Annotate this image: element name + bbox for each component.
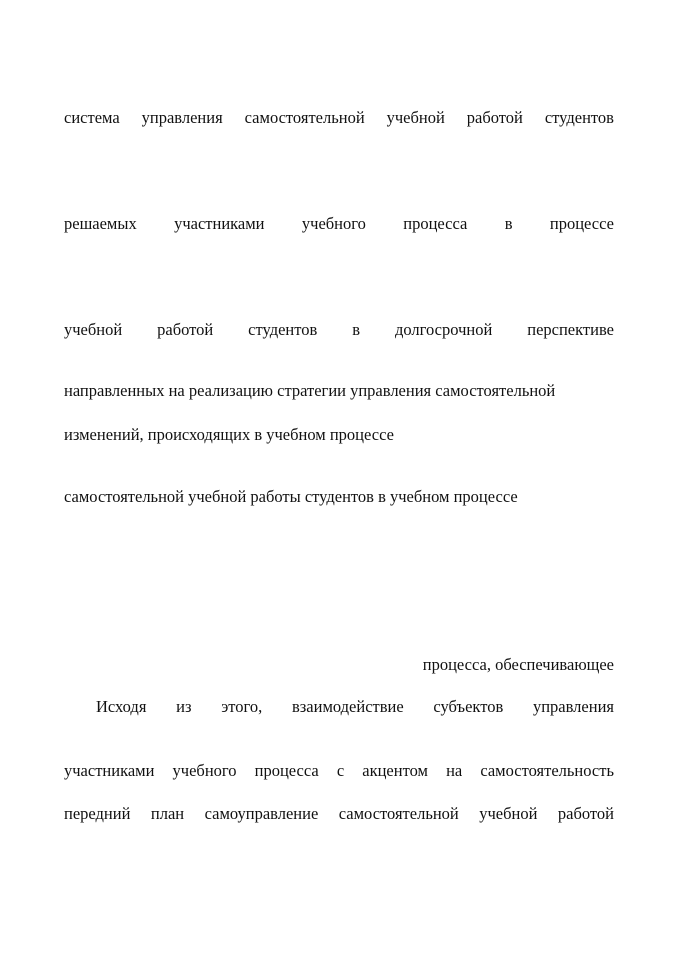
word: в [504,214,513,233]
word: работой [557,804,614,823]
word: учебного [301,214,366,233]
word: взаимодействие [291,697,404,716]
text-line [64,804,614,824]
text-line: процесса, обеспечивающее [422,655,614,674]
word: участниками [64,761,155,780]
word: система [64,108,120,127]
word: перспективе [527,320,614,339]
word: учебной [64,320,123,339]
word: процессе [549,214,614,233]
word: на [446,761,463,780]
word: студентов [248,320,318,339]
word: процесса [403,214,468,233]
word: самостоятельной [244,108,365,127]
word: передний [64,804,131,823]
word: учебного [172,761,237,780]
word: самоуправление [204,804,319,823]
text-line: изменений, происходящих в учебном процессе [64,425,394,444]
text-line: самостоятельной учебной работы студентов в учебном процессе [64,487,518,506]
word: долгосрочной [395,320,493,339]
word: с [336,761,345,780]
text-line [64,214,614,234]
word: субъектов [433,697,504,716]
word: этого, [221,697,263,716]
word: акцентом [362,761,428,780]
word: из [176,697,192,716]
word: работой [157,320,214,339]
word: управления [141,108,223,127]
word: студентов [544,108,614,127]
word: решаемых [64,214,137,233]
word: план [150,804,185,823]
word: Исходя [96,697,147,716]
text-line: направленных на реализацию стратегии управления самостоятельной [64,381,556,400]
text-line [64,108,614,128]
word: работой [466,108,523,127]
word: учебной [386,108,445,127]
word: самостоятельной [338,804,459,823]
word: учебной [479,804,538,823]
word: в [352,320,361,339]
word: самостоятельность [480,761,614,780]
text-line [96,697,614,717]
word: управления [532,697,614,716]
text-line [64,320,614,340]
word: участниками [174,214,265,233]
word: процесса [254,761,319,780]
text-line [64,761,614,781]
